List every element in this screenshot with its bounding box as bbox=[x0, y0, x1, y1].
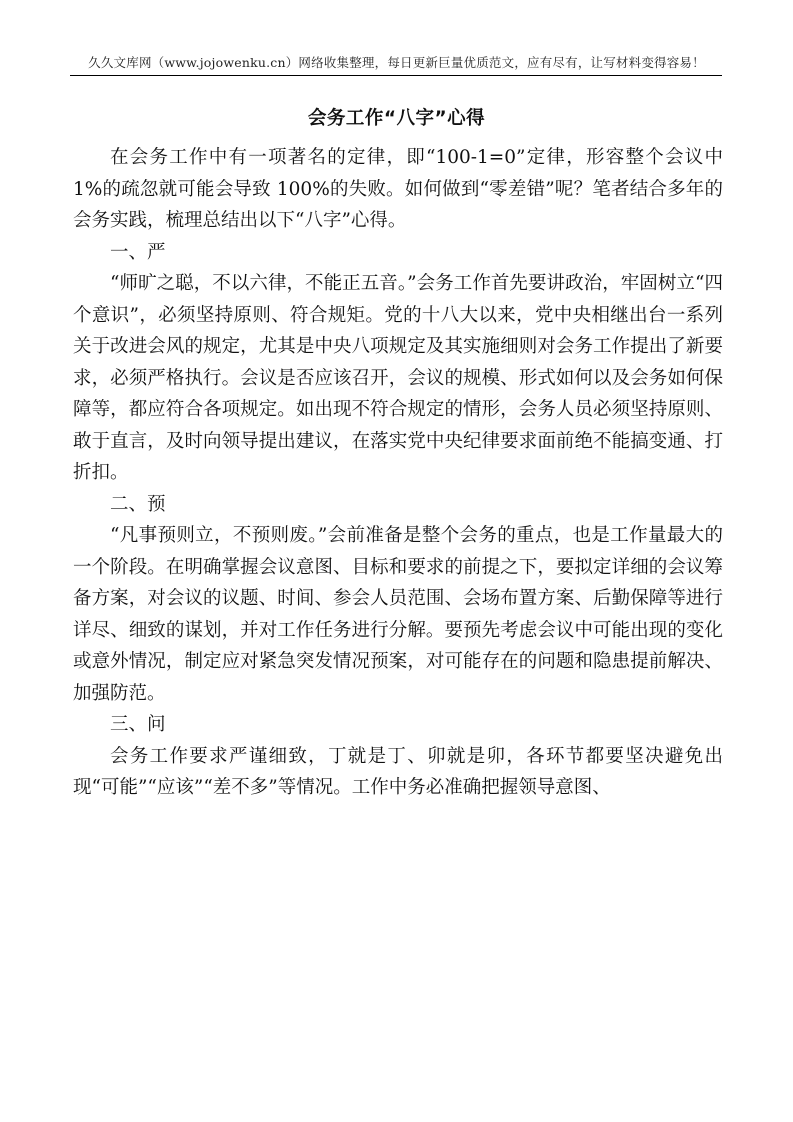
section-heading-wen: 三、问 bbox=[110, 714, 166, 735]
section-heading-yan: 一、严 bbox=[110, 241, 166, 263]
document-title: 会务工作“八字”心得 bbox=[307, 108, 486, 129]
section-paragraph-yan: “师旷之聪，不以六律，不能正五音。”会务工作首先要讲政治，牢固树立“四个意识”，必须坚持原则、符合规矩。党的十八大以来，党中央相继出台一系列关于改进会风的规定，尤其是中央八项规定及其实施细则对会务工作提出了新要求，必须严格执行。会议是否应该召开，会议的规模、形式如何以及会务如何保障等，都应符合各项规定。如出现不符合规定的情形，会务人员必须坚持原则、敢于直言，及时向领导提出建议，在落实党中央纪律要求面前绝不能搞变通、打折扣。 bbox=[73, 273, 723, 483]
section-heading-yu: 二、预 bbox=[110, 493, 166, 515]
section-paragraph-yu: “凡事预则立，不预则废。”会前准备是整个会务的重点，也是工作量最大的一个阶段。在明确掌握会议意图、目标和要求的前提之下，要拟定详细的会议筹备方案，对会议的议题、时间、参会人员范围、会场布置方案、后勤保障等进行详尽、细致的谋划，并对工作任务进行分解。要预先考虑会议中可能出现的变化或意外情况，制定应对紧急突发情况预案，对可能存在的问题和隐患提前解决、加强防范。 bbox=[73, 525, 723, 704]
document-body bbox=[73, 142, 723, 804]
intro-paragraph: 在会务工作中有一项著名的定律，即“100-1=0”定律，形容整个会议中 1%的疏忽就可能会导致 100%的失败。如何做到“零差错”呢？笔者结合多年的会务实践，梳理总结出以下“八字”心得。 bbox=[73, 147, 723, 231]
page-header: 久久文库网（www.jojowenku.cn）网络收集整理，每日更新巨量优质范文，应有尽有，让写材料变得容易！ bbox=[88, 55, 705, 70]
header-divider bbox=[70, 75, 722, 76]
section-paragraph-wen: 会务工作要求严谨细致，丁就是丁、卯就是卯，各环节都要坚决避免出现“可能”“应该”“差不多”等情况。工作中务必准确把握领导意图、 bbox=[73, 745, 723, 798]
